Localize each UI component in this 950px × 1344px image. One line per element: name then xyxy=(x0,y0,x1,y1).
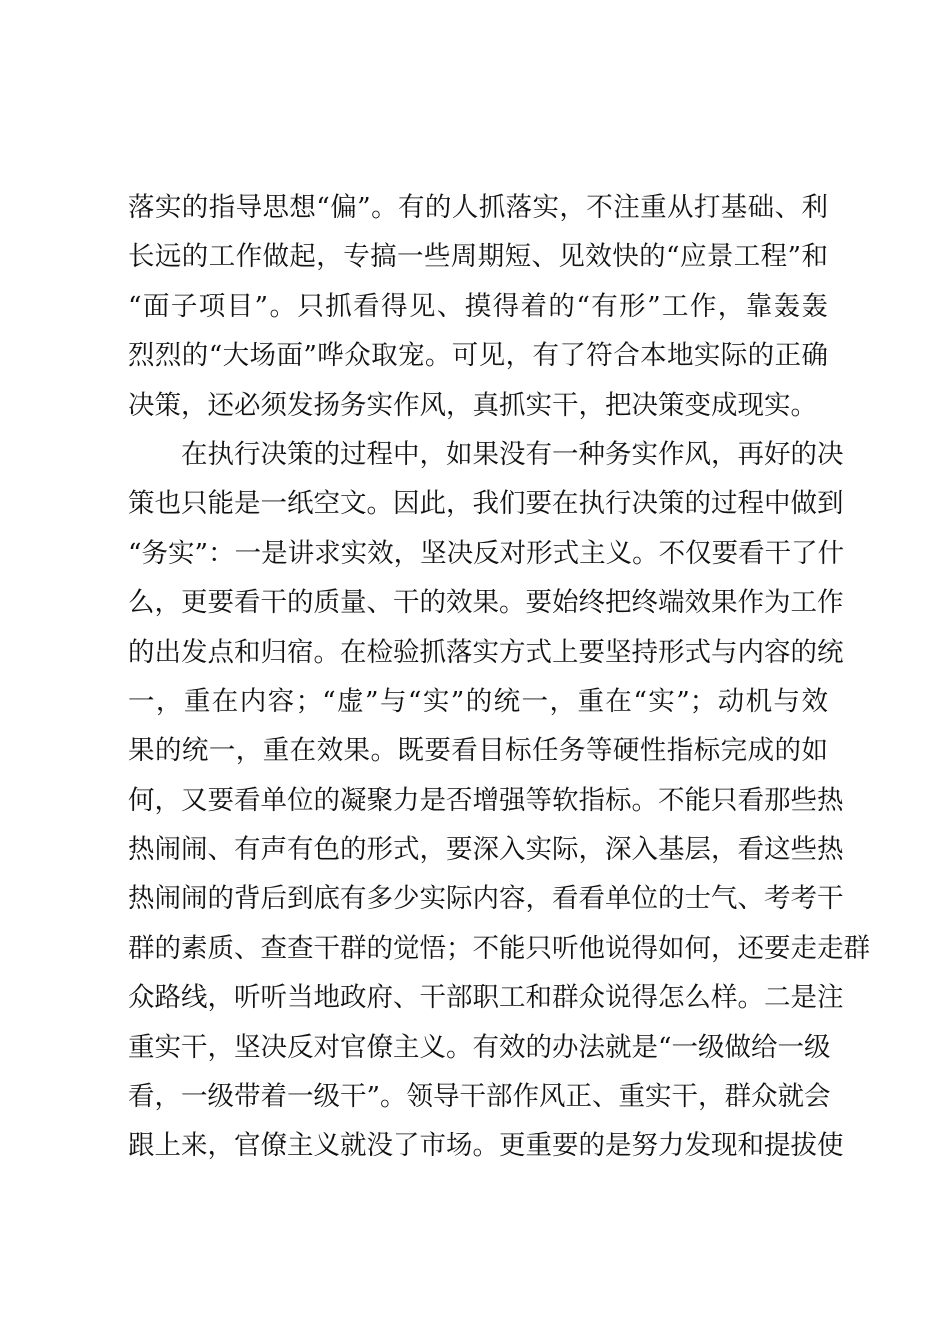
text-line: 群的素质、查查干群的觉悟；不能只听他说得如何，还要走走群 xyxy=(128,932,870,964)
text-line: 热闹闹的背后到底有多少实际内容，看看单位的士气、考考干 xyxy=(128,883,844,915)
text-line: 一，重在内容；“虚”与“实”的统一，重在“实”；动机与效 xyxy=(128,685,828,717)
text-line: 在执行决策的过程中，如果没有一种务实作风，再好的决 xyxy=(181,438,844,470)
text-line: 跟上来，官僚主义就没了市场。更重要的是努力发现和提拔使 xyxy=(128,1130,844,1162)
text-line: 么，更要看干的质量、干的效果。要始终把终端效果作为工作 xyxy=(128,587,844,619)
text-line: 重实干，坚决反对官僚主义。有效的办法就是“一级做给一级 xyxy=(128,1031,831,1063)
text-line: “面子项目”。只抓看得见、摸得着的“有形”工作，靠轰轰 xyxy=(128,290,828,322)
text-line: “务实”：一是讲求实效，坚决反对形式主义。不仅要看干了什 xyxy=(128,537,845,569)
text-line: 热闹闹、有声有色的形式，要深入实际，深入基层，看这些热 xyxy=(128,834,844,866)
text-line: 果的统一，重在效果。既要看目标任务等硬性指标完成的如 xyxy=(128,735,828,767)
text-line: 烈烈的“大场面”哗众取宠。可见，有了符合本地实际的正确 xyxy=(128,340,828,372)
text-line: 决策，还必须发扬务实作风，真抓实干，把决策变成现实。 xyxy=(128,389,817,421)
body-text xyxy=(128,183,870,1171)
text-line: 落实的指导思想“偏”。有的人抓落实，不注重从打基础、利 xyxy=(128,192,828,223)
text-line: 看，一级带着一级干”。领导干部作风正、重实干，群众就会 xyxy=(128,1081,831,1113)
text-line: 策也只能是一纸空文。因此，我们要在执行决策的过程中做到 xyxy=(128,488,844,520)
text-line: 的出发点和归宿。在检验抓落实方式上要坚持形式与内容的统 xyxy=(128,636,844,668)
text-line: 何，又要看单位的凝聚力是否增强等软指标。不能只看那些热 xyxy=(128,784,844,816)
text-line: 众路线，听听当地政府、干部职工和群众说得怎么样。二是注 xyxy=(128,982,844,1014)
text-line: 长远的工作做起，专搞一些周期短、见效快的“应景工程”和 xyxy=(128,241,828,273)
